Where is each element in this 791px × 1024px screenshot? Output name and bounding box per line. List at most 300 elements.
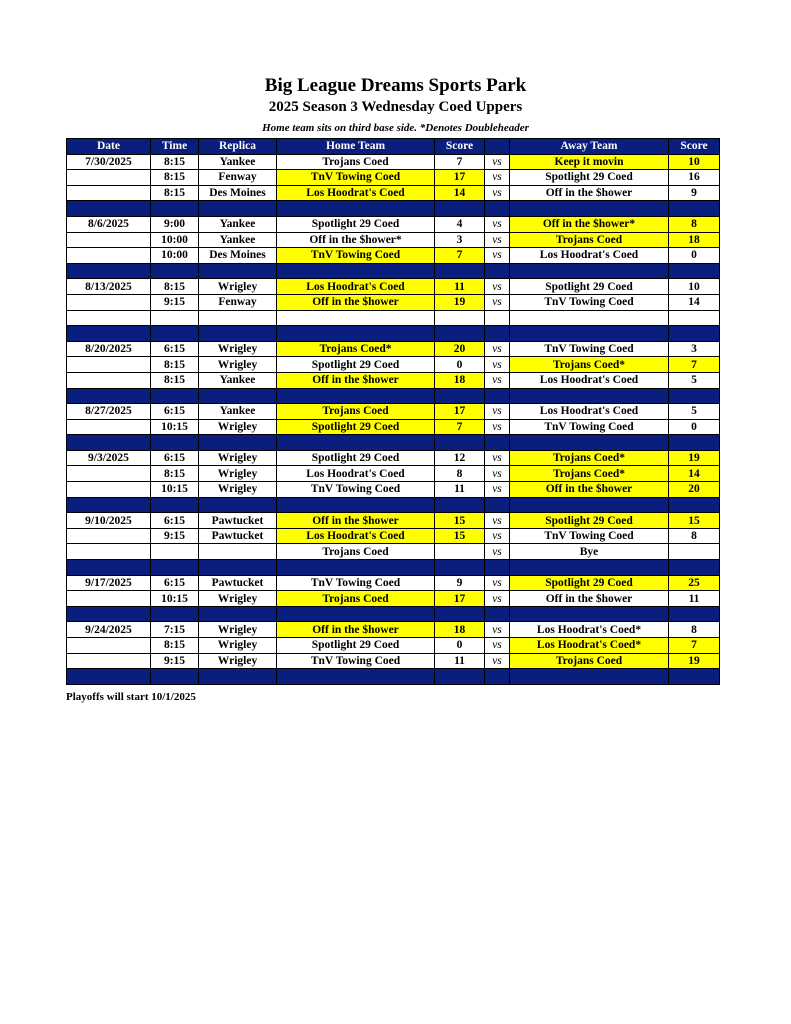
vs-cell: vs [485,154,510,170]
separator-cell [277,326,435,342]
away-team-cell: Trojans Coed* [510,450,669,466]
separator-cell [669,669,720,685]
home-score-cell: 17 [435,591,485,607]
home-team-cell: TnV Towing Coed [277,248,435,264]
away-score-cell: 0 [669,248,720,264]
separator-cell [435,201,485,217]
replica-cell: Yankee [199,372,277,388]
table-row [67,154,720,170]
away-score-cell: 10 [669,154,720,170]
separator-cell [151,201,199,217]
home-team-cell: Off in the $hower [277,294,435,310]
table-row [67,622,720,638]
separator-cell [669,201,720,217]
home-score-cell: 18 [435,622,485,638]
separator-cell [151,560,199,576]
table-row [67,528,720,544]
vs-cell: vs [485,341,510,357]
date-cell: 7/30/2025 [67,154,151,170]
header-home-team: Home Team [277,139,435,155]
table-row [67,653,720,669]
separator-cell [485,435,510,451]
home-team-cell: TnV Towing Coed [277,170,435,186]
away-score-cell: 14 [669,294,720,310]
home-team-cell: Trojans Coed [277,544,435,560]
away-team-cell: Off in the $hower* [510,216,669,232]
time-cell: 10:15 [151,591,199,607]
vs-cell: vs [485,528,510,544]
vs-cell: vs [485,357,510,373]
time-cell: 8:15 [151,154,199,170]
time-cell: 6:15 [151,513,199,529]
table-row [67,419,720,435]
separator-cell [199,669,277,685]
replica-cell: Pawtucket [199,575,277,591]
replica-cell: Wrigley [199,653,277,669]
time-cell: 9:15 [151,294,199,310]
away-team-cell: TnV Towing Coed [510,528,669,544]
home-team-cell: Los Hoodrat's Coed [277,528,435,544]
home-score-cell: 17 [435,170,485,186]
time-cell: 6:15 [151,341,199,357]
date-cell [67,185,151,201]
away-team-cell: Bye [510,544,669,560]
away-score-cell: 8 [669,528,720,544]
separator-cell [435,606,485,622]
replica-cell: Wrigley [199,279,277,295]
home-score-cell: 14 [435,185,485,201]
away-team-cell: Off in the $hower [510,482,669,498]
separator-cell [435,435,485,451]
week-separator-row [67,435,720,451]
page-title: Big League Dreams Sports Park [264,75,527,96]
header-vs [485,139,510,155]
replica-cell: Des Moines [199,248,277,264]
time-cell: 10:00 [151,232,199,248]
header-home-score: Score [435,139,485,155]
time-cell: 8:15 [151,279,199,295]
separator-cell [669,388,720,404]
time-cell: 10:15 [151,419,199,435]
separator-cell [67,201,151,217]
date-cell [67,544,151,560]
date-cell [67,372,151,388]
vs-cell: vs [485,513,510,529]
vs-cell: vs [485,279,510,295]
separator-cell [199,388,277,404]
date-cell: 8/6/2025 [67,216,151,232]
away-team-cell: Spotlight 29 Coed [510,575,669,591]
date-cell [67,170,151,186]
away-team-cell: Trojans Coed* [510,466,669,482]
date-cell [67,466,151,482]
home-score-cell: 15 [435,528,485,544]
home-score-cell: 7 [435,248,485,264]
separator-cell [510,201,669,217]
home-team-cell: Off in the $hower* [277,232,435,248]
separator-cell [67,435,151,451]
home-team-cell: Off in the $hower [277,622,435,638]
away-score-cell: 20 [669,482,720,498]
time-cell [151,310,199,326]
home-team-cell: Los Hoodrat's Coed [277,279,435,295]
time-cell: 8:15 [151,357,199,373]
home-score-cell: 7 [435,419,485,435]
away-team-cell: Los Hoodrat's Coed [510,404,669,420]
time-cell [151,544,199,560]
replica-cell: Yankee [199,154,277,170]
replica-cell: Fenway [199,294,277,310]
date-cell: 9/3/2025 [67,450,151,466]
vs-cell: vs [485,622,510,638]
home-team-cell: Trojans Coed [277,404,435,420]
separator-cell [67,388,151,404]
separator-cell [277,560,435,576]
date-cell [67,294,151,310]
home-team-cell: Los Hoodrat's Coed [277,185,435,201]
separator-cell [151,388,199,404]
separator-cell [435,263,485,279]
table-row [67,591,720,607]
vs-cell: vs [485,653,510,669]
table-row [67,482,720,498]
away-score-cell: 5 [669,372,720,388]
date-cell [67,528,151,544]
replica-cell: Wrigley [199,341,277,357]
table-row [67,170,720,186]
time-cell: 6:15 [151,575,199,591]
date-cell [67,482,151,498]
replica-cell: Wrigley [199,591,277,607]
separator-cell [67,326,151,342]
separator-cell [67,606,151,622]
home-team-cell: Trojans Coed [277,591,435,607]
separator-cell [485,560,510,576]
separator-cell [669,435,720,451]
home-team-cell: Spotlight 29 Coed [277,216,435,232]
away-score-cell: 11 [669,591,720,607]
separator-cell [669,560,720,576]
vs-cell: vs [485,294,510,310]
table-row [67,544,720,560]
date-cell: 9/24/2025 [67,622,151,638]
replica-cell: Wrigley [199,450,277,466]
replica-cell: Wrigley [199,638,277,654]
replica-cell: Wrigley [199,622,277,638]
replica-cell: Wrigley [199,357,277,373]
home-team-cell: Trojans Coed [277,154,435,170]
date-cell [67,248,151,264]
separator-cell [277,263,435,279]
separator-cell [151,435,199,451]
schedule-note: Home team sits on third base side. *Denotes Doubleheader [262,122,529,134]
separator-cell [435,326,485,342]
separator-cell [510,497,669,513]
separator-cell [199,435,277,451]
away-team-cell: Spotlight 29 Coed [510,279,669,295]
vs-cell: vs [485,450,510,466]
away-team-cell: Los Hoodrat's Coed* [510,638,669,654]
replica-cell: Pawtucket [199,513,277,529]
away-score-cell: 15 [669,513,720,529]
separator-cell [485,201,510,217]
away-team-cell: TnV Towing Coed [510,294,669,310]
separator-cell [199,497,277,513]
vs-cell: vs [485,185,510,201]
separator-cell [277,388,435,404]
away-score-cell: 19 [669,450,720,466]
away-team-cell: Spotlight 29 Coed [510,513,669,529]
away-team-cell: Keep it movin [510,154,669,170]
away-score-cell: 16 [669,170,720,186]
date-cell: 9/17/2025 [67,575,151,591]
time-cell: 9:00 [151,216,199,232]
time-cell: 10:00 [151,248,199,264]
home-team-cell: Off in the $hower [277,372,435,388]
separator-cell [277,201,435,217]
home-team-cell: Los Hoodrat's Coed [277,466,435,482]
away-score-cell: 7 [669,638,720,654]
replica-cell: Des Moines [199,185,277,201]
separator-cell [485,326,510,342]
away-score-cell: 0 [669,419,720,435]
separator-cell [485,263,510,279]
vs-cell: vs [485,248,510,264]
header-away-score: Score [669,139,720,155]
week-separator-row [67,201,720,217]
away-team-cell: Off in the $hower [510,591,669,607]
away-team-cell: Trojans Coed [510,653,669,669]
away-team-cell [510,310,669,326]
table-row [67,310,720,326]
time-cell: 8:15 [151,372,199,388]
replica-cell: Fenway [199,170,277,186]
separator-cell [277,669,435,685]
time-cell: 8:15 [151,466,199,482]
away-team-cell: Los Hoodrat's Coed [510,248,669,264]
separator-cell [199,560,277,576]
separator-cell [435,560,485,576]
away-score-cell: 19 [669,653,720,669]
header-away-team: Away Team [510,139,669,155]
home-score-cell: 3 [435,232,485,248]
replica-cell: Wrigley [199,419,277,435]
away-team-cell: Los Hoodrat's Coed* [510,622,669,638]
date-cell: 8/27/2025 [67,404,151,420]
away-score-cell: 14 [669,466,720,482]
table-row [67,575,720,591]
home-score-cell: 8 [435,466,485,482]
vs-cell: vs [485,591,510,607]
table-row [67,341,720,357]
date-cell [67,419,151,435]
table-row [67,372,720,388]
table-row [67,216,720,232]
replica-cell: Wrigley [199,482,277,498]
date-cell [67,653,151,669]
away-score-cell: 3 [669,341,720,357]
home-team-cell: TnV Towing Coed [277,482,435,498]
home-score-cell: 12 [435,450,485,466]
vs-cell: vs [485,372,510,388]
vs-cell: vs [485,216,510,232]
home-score-cell [435,544,485,560]
home-team-cell: Spotlight 29 Coed [277,357,435,373]
separator-cell [151,606,199,622]
away-score-cell: 18 [669,232,720,248]
separator-cell [277,435,435,451]
date-cell: 8/13/2025 [67,279,151,295]
separator-cell [510,606,669,622]
vs-cell: vs [485,419,510,435]
home-score-cell: 0 [435,638,485,654]
separator-cell [669,326,720,342]
vs-cell: vs [485,482,510,498]
time-cell: 6:15 [151,450,199,466]
time-cell: 7:15 [151,622,199,638]
date-cell: 9/10/2025 [67,513,151,529]
header-date: Date [67,139,151,155]
away-score-cell: 8 [669,216,720,232]
table-row [67,232,720,248]
separator-cell [67,263,151,279]
time-cell: 9:15 [151,653,199,669]
separator-cell [151,263,199,279]
home-team-cell: Off in the $hower [277,513,435,529]
separator-cell [669,263,720,279]
week-separator-row [67,263,720,279]
vs-cell: vs [485,575,510,591]
playoffs-note: Playoffs will start 10/1/2025 [66,691,196,703]
schedule-table [66,138,720,685]
separator-cell [67,669,151,685]
separator-cell [151,497,199,513]
time-cell: 9:15 [151,528,199,544]
separator-cell [199,263,277,279]
separator-cell [669,606,720,622]
away-score-cell: 10 [669,279,720,295]
header-row [67,139,720,155]
away-team-cell: TnV Towing Coed [510,341,669,357]
home-score-cell: 19 [435,294,485,310]
separator-cell [277,497,435,513]
separator-cell [199,326,277,342]
away-team-cell: Los Hoodrat's Coed [510,372,669,388]
home-team-cell [277,310,435,326]
home-score-cell: 15 [435,513,485,529]
separator-cell [485,669,510,685]
separator-cell [669,497,720,513]
replica-cell: Yankee [199,216,277,232]
table-row [67,466,720,482]
separator-cell [67,497,151,513]
replica-cell [199,310,277,326]
separator-cell [510,326,669,342]
time-cell: 8:15 [151,185,199,201]
home-score-cell: 11 [435,653,485,669]
away-score-cell [669,544,720,560]
vs-cell: vs [485,232,510,248]
replica-cell [199,544,277,560]
vs-cell: vs [485,170,510,186]
separator-cell [485,497,510,513]
away-score-cell: 25 [669,575,720,591]
home-team-cell: Spotlight 29 Coed [277,419,435,435]
separator-cell [485,388,510,404]
separator-cell [510,435,669,451]
date-cell: 8/20/2025 [67,341,151,357]
header-replica: Replica [199,139,277,155]
table-row [67,638,720,654]
separator-cell [435,669,485,685]
time-cell: 8:15 [151,170,199,186]
separator-cell [435,388,485,404]
away-team-cell: Trojans Coed [510,232,669,248]
week-separator-row [67,669,720,685]
table-row [67,404,720,420]
vs-cell [485,310,510,326]
home-score-cell: 20 [435,341,485,357]
away-team-cell: TnV Towing Coed [510,419,669,435]
separator-cell [510,669,669,685]
separator-cell [510,263,669,279]
home-team-cell: TnV Towing Coed [277,575,435,591]
replica-cell: Wrigley [199,466,277,482]
date-cell [67,638,151,654]
week-separator-row [67,606,720,622]
date-cell [67,357,151,373]
table-row [67,450,720,466]
home-team-cell: Trojans Coed* [277,341,435,357]
header-time: Time [151,139,199,155]
home-score-cell: 0 [435,357,485,373]
date-cell [67,591,151,607]
separator-cell [151,326,199,342]
schedule-body [67,154,720,684]
separator-cell [435,497,485,513]
vs-cell: vs [485,544,510,560]
away-team-cell: Trojans Coed* [510,357,669,373]
separator-cell [67,560,151,576]
separator-cell [277,606,435,622]
table-row [67,279,720,295]
week-separator-row [67,560,720,576]
home-team-cell: Spotlight 29 Coed [277,638,435,654]
away-score-cell [669,310,720,326]
home-score-cell: 4 [435,216,485,232]
time-cell: 8:15 [151,638,199,654]
away-score-cell: 8 [669,622,720,638]
table-row [67,513,720,529]
week-separator-row [67,497,720,513]
away-score-cell: 9 [669,185,720,201]
vs-cell: vs [485,466,510,482]
table-row [67,294,720,310]
home-score-cell: 9 [435,575,485,591]
home-score-cell: 17 [435,404,485,420]
replica-cell: Yankee [199,404,277,420]
home-team-cell: TnV Towing Coed [277,653,435,669]
table-row [67,185,720,201]
away-score-cell: 5 [669,404,720,420]
home-team-cell: Spotlight 29 Coed [277,450,435,466]
home-score-cell: 7 [435,154,485,170]
away-team-cell: Off in the $hower [510,185,669,201]
vs-cell: vs [485,404,510,420]
separator-cell [199,606,277,622]
date-cell [67,310,151,326]
home-score-cell: 11 [435,279,485,295]
